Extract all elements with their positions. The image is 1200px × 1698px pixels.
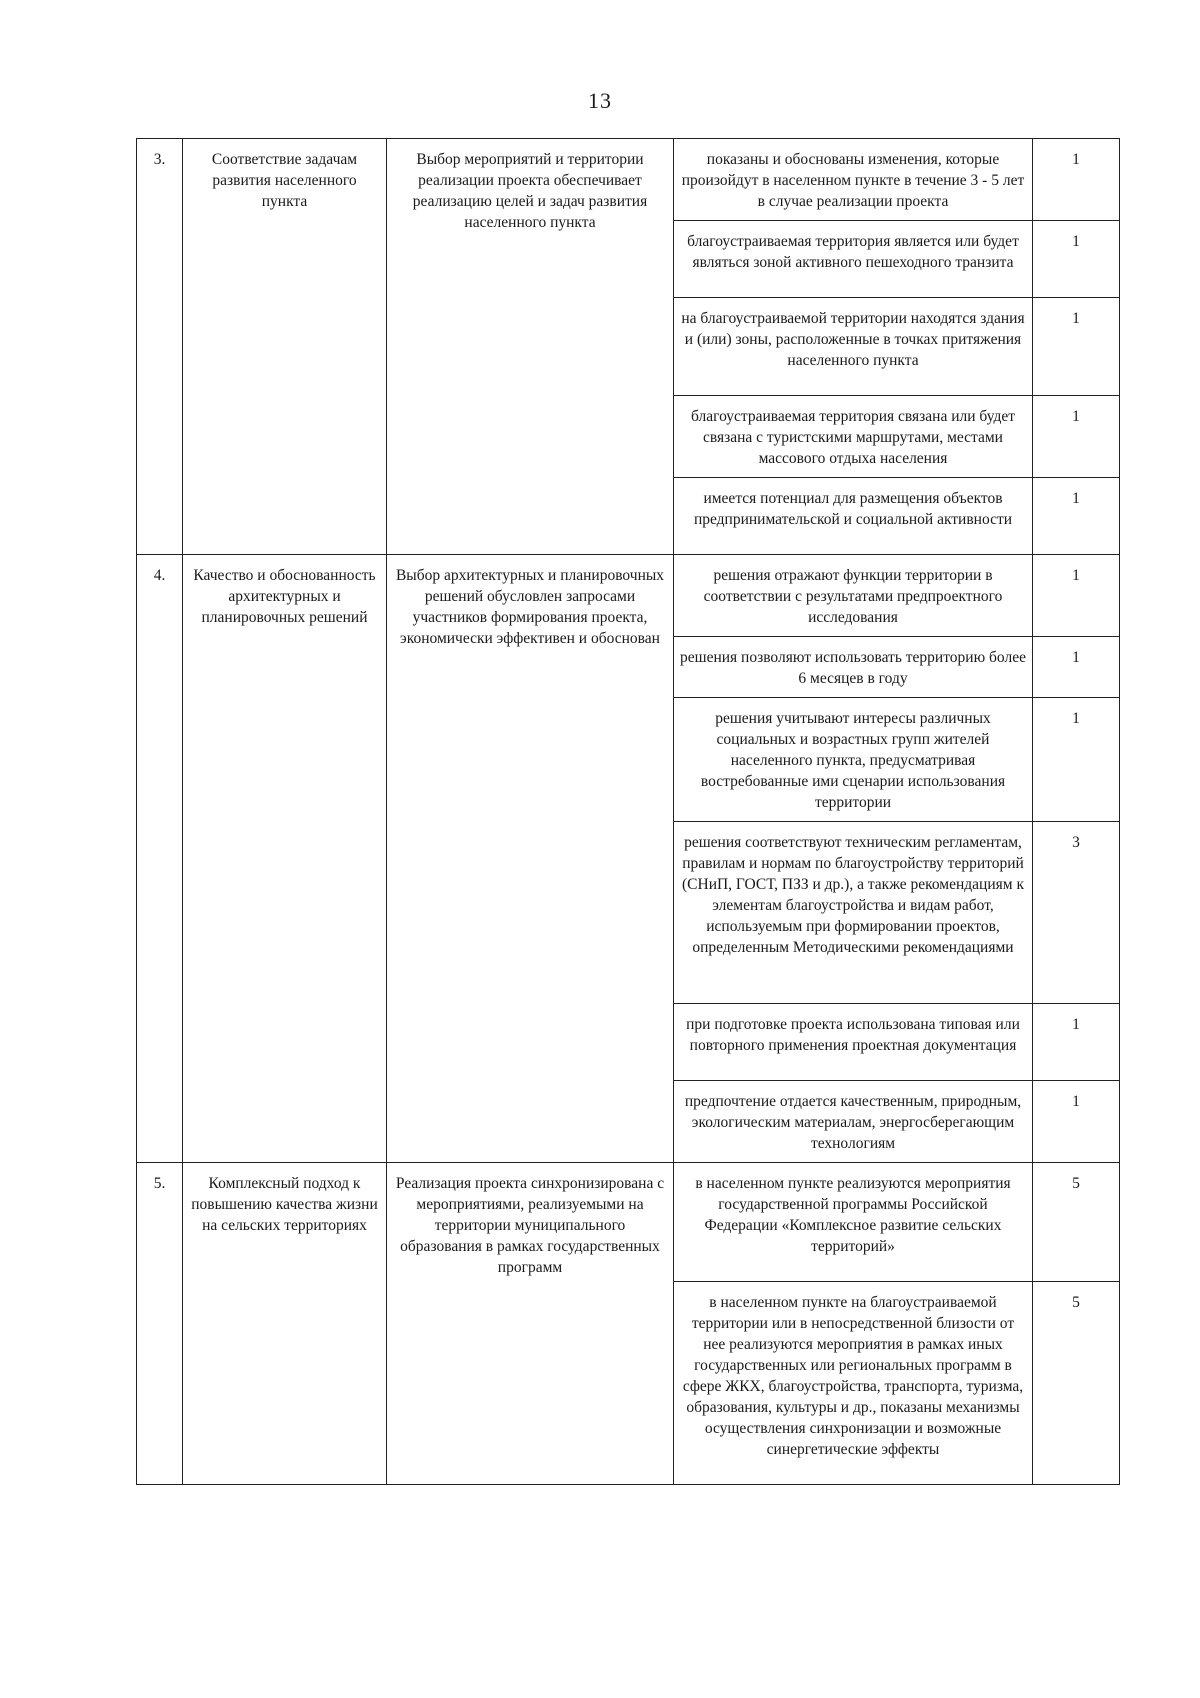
- indicator-text: решения соответствуют техническим регламентам, правилам и нормам по благоустройству территорий (СНиП, ГОСТ, ПЗЗ и др.), а также рекомендациям к элементам благоустройства и видам работ, используемым при формировании проектов, определенным Методическими рекомендациями: [674, 822, 1033, 1004]
- indicator-score: 1: [1033, 298, 1120, 396]
- indicator-text: благоустраиваемая территория является или будет являться зоной активного пешеходного транзита: [674, 221, 1033, 298]
- criterion-name: Соответствие задачам развития населенного пункта: [183, 139, 387, 555]
- indicator-text: в населенном пункте реализуются мероприятия государственной программы Российской Федерации «Комплексное развитие сельских территорий»: [674, 1163, 1033, 1282]
- criterion-number: 4.: [137, 555, 183, 1163]
- criterion-description: Выбор мероприятий и территории реализации проекта обеспечивает реализацию целей и задач развития населенного пункта: [387, 139, 674, 555]
- indicator-score: 1: [1033, 698, 1120, 822]
- indicator-score: 1: [1033, 478, 1120, 555]
- criterion-name: Качество и обоснованность архитектурных и планировочных решений: [183, 555, 387, 1163]
- indicator-score: 1: [1033, 221, 1120, 298]
- indicator-text: предпочтение отдается качественным, природным, экологическим материалам, энергосберегающим технологиям: [674, 1081, 1033, 1163]
- table-row: [137, 1163, 1120, 1282]
- indicator-score: 1: [1033, 1004, 1120, 1081]
- indicator-text: при подготовке проекта использована типовая или повторного применения проектная документация: [674, 1004, 1033, 1081]
- indicator-text: решения позволяют использовать территорию более 6 месяцев в году: [674, 637, 1033, 698]
- criterion-description: Выбор архитектурных и планировочных решений обусловлен запросами участников формирования проекта, экономически эффективен и обоснован: [387, 555, 674, 1163]
- table-row: [137, 555, 1120, 637]
- indicator-text: на благоустраиваемой территории находятся здания и (или) зоны, расположенные в точках притяжения населенного пункта: [674, 298, 1033, 396]
- indicator-score: 1: [1033, 396, 1120, 478]
- indicator-score: 5: [1033, 1282, 1120, 1485]
- indicator-score: 5: [1033, 1163, 1120, 1282]
- indicator-text: решения отражают функции территории в соответствии с результатами предпроектного исследования: [674, 555, 1033, 637]
- criterion-name: Комплексный подход к повышению качества жизни на сельских территориях: [183, 1163, 387, 1485]
- page-number: 13: [588, 88, 612, 113]
- indicator-text: имеется потенциал для размещения объектов предпринимательской и социальной активности: [674, 478, 1033, 555]
- indicator-score: 1: [1033, 555, 1120, 637]
- indicator-text: решения учитывают интересы различных социальных и возрастных групп жителей населенного пункта, предусматривая востребованные ими сценарии использования территории: [674, 698, 1033, 822]
- criterion-description: Реализация проекта синхронизирована с мероприятиями, реализуемыми на территории муниципального образования в рамках государственных программ: [387, 1163, 674, 1485]
- indicator-text: показаны и обоснованы изменения, которые произойдут в населенном пункте в течение 3 - 5 лет в случае реализации проекта: [674, 139, 1033, 221]
- indicator-text: в населенном пункте на благоустраиваемой территории или в непосредственной близости от нее реализуются мероприятия в рамках иных государственных или региональных программ в сфере ЖКХ, благоустройства, транспорта, туризма, образования, культуры и др., показаны механизмы осуществления синхронизации и возможные синергетические эффекты: [674, 1282, 1033, 1485]
- indicator-score: 1: [1033, 637, 1120, 698]
- indicator-score: 1: [1033, 1081, 1120, 1163]
- indicator-score: 3: [1033, 822, 1120, 1004]
- indicator-text: благоустраиваемая территория связана или будет связана с туристскими маршрутами, местами массового отдыха населения: [674, 396, 1033, 478]
- criterion-number: 5.: [137, 1163, 183, 1485]
- table-row: [137, 139, 1120, 221]
- indicator-score: 1: [1033, 139, 1120, 221]
- criterion-number: 3.: [137, 139, 183, 555]
- criteria-table: [136, 138, 1120, 1485]
